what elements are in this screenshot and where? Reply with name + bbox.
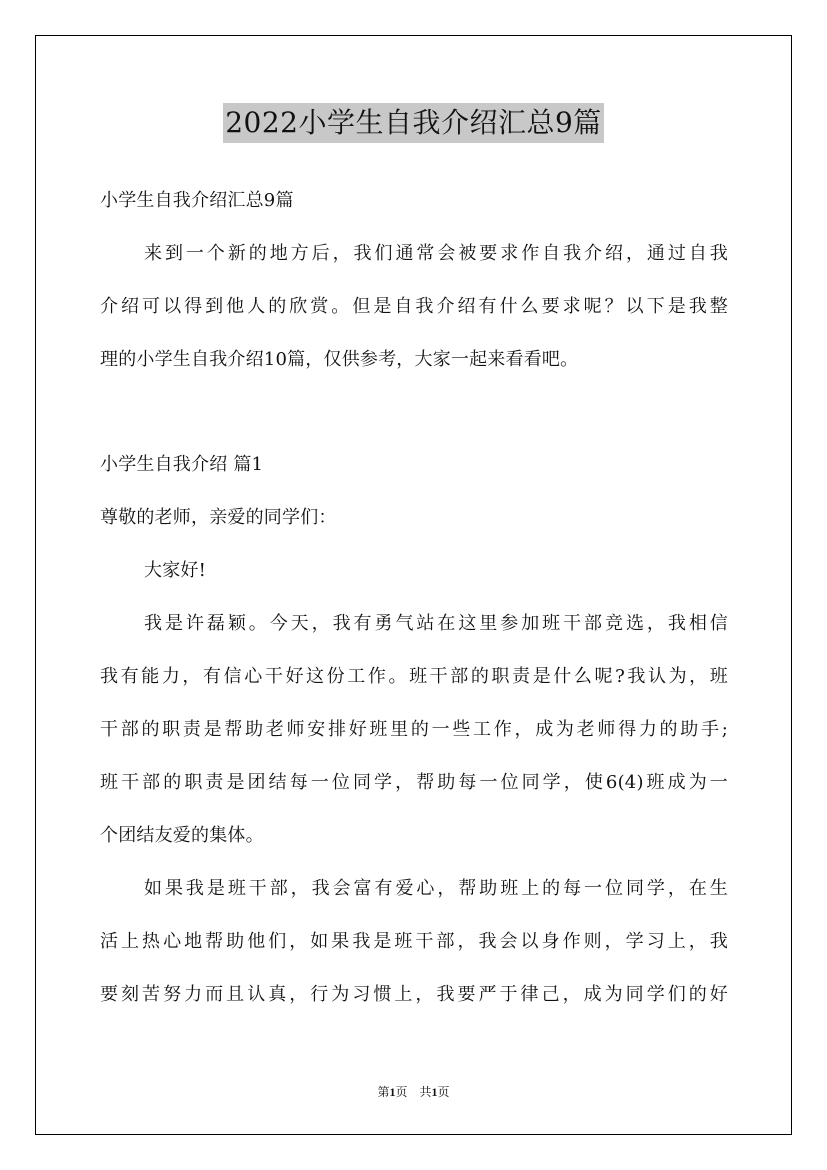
section-heading: 小学生自我介绍 篇1 [100,454,264,475]
text-line: 干部的职责是帮助老师安排好班里的一些工作，成为老师得力的助手; [100,719,728,740]
text-line: 尊敬的老师，亲爱的同学们： [100,507,337,528]
document-body [100,174,728,1021]
text-line: 介绍可以得到他人的欣赏。但是自我介绍有什么要求呢？以下是我整 [100,296,728,317]
footer-suffix: 页 [437,1085,450,1099]
text-line: 来到一个新的地方后，我们通常会被要求作自我介绍，通过自我 [144,243,728,264]
footer-mid: 页 共 [395,1085,432,1099]
footer-page-total: 1 [431,1085,438,1099]
paragraph-gap [100,386,728,438]
text-line: 要刻苦努力而且认真，行为习惯上，我要严于律己，成为同学们的好 [100,984,728,1005]
footer-page-current: 1 [389,1085,396,1099]
text-line: 个团结友爱的集体。 [100,825,264,846]
text-line: 活上热心地帮助他们，如果我是班干部，我会以身作则，学习上，我 [100,931,728,952]
text-line: 班干部的职责是团结每一位同学，帮助每一位同学，使6(4)班成为一 [100,772,728,793]
text-line: 如果我是班干部，我会富有爱心，帮助班上的每一位同学，在生 [144,878,728,899]
text-line: 我有能力，有信心干好这份工作。班干部的职责是什么呢?我认为，班 [100,666,728,687]
text-line: 大家好! [144,560,207,581]
title-area [0,103,827,143]
document-title: 2022小学生自我介绍汇总9篇 [223,103,604,143]
text-line: 理的小学生自我介绍10篇，仅供参考，大家一起来看看吧。 [100,349,579,370]
footer-prefix: 第 [377,1085,390,1099]
text-line: 我是许磊颖。今天，我有勇气站在这里参加班干部竞选，我相信 [144,613,728,634]
subtitle-line: 小学生自我介绍汇总9篇 [100,190,294,211]
page-footer [0,1084,827,1100]
